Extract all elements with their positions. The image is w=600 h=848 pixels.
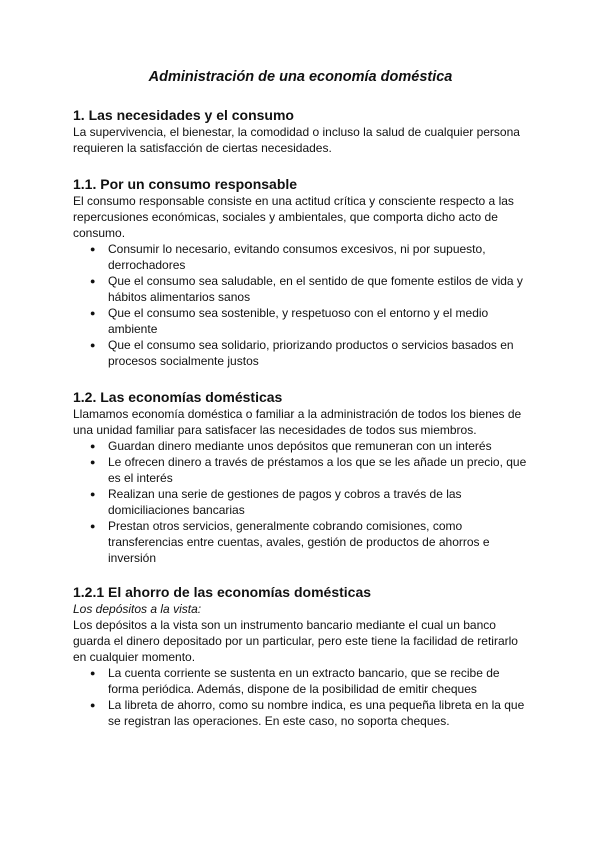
section-paragraph-1: La supervivencia, el bienestar, la comodidad o incluso la salud de cualquier persona requieren la satisfacción de ciertas necesidades. xyxy=(73,125,520,155)
section-heading-1-2: 1.2. Las economías domésticas xyxy=(73,389,283,405)
bullet-icon: ● xyxy=(90,441,96,451)
list-item xyxy=(90,518,528,566)
list-item-text: La libreta de ahorro, como su nombre indica, es una pequeña libreta en la que se registran las operaciones. En este caso, no soporta cheques. xyxy=(108,698,525,728)
list-item-text: Que el consumo sea solidario, priorizando productos o servicios basados en procesos socialmente justos xyxy=(108,338,514,368)
bullet-icon: ● xyxy=(90,244,96,254)
list-item xyxy=(90,665,528,697)
bullet-icon: ● xyxy=(90,700,96,710)
list-item-text: La cuenta corriente se sustenta en un extracto bancario, que se recibe de forma periódica. Además, dispone de la posibilidad de emitir cheques xyxy=(108,666,500,696)
list-item-text: Que el consumo sea saludable, en el sentido de que fomente estilos de vida y hábitos alimentarios sanos xyxy=(108,274,523,304)
list-item-text: Realizan una serie de gestiones de pagos y cobros a través de las domiciliaciones bancarias xyxy=(108,487,462,517)
list-item xyxy=(90,697,528,729)
section-paragraph-1-1: El consumo responsable consiste en una actitud crítica y consciente respecto a las repercusiones económicas, sociales y ambientales, que comporta dicho acto de consumo. xyxy=(73,194,514,240)
list-item xyxy=(90,337,528,369)
section-paragraph-1-2: Llamamos economía doméstica o familiar a la administración de todos los bienes de una unidad familiar para satisfacer las necesidades de todos sus miembros. xyxy=(73,407,522,437)
list-item xyxy=(90,486,528,518)
bullet-icon: ● xyxy=(90,276,96,286)
list-item xyxy=(90,305,528,337)
bullet-list-1-2 xyxy=(73,438,528,566)
section-heading-1-1: 1.1. Por un consumo responsable xyxy=(73,176,298,192)
list-item-text: Le ofrecen dinero a través de préstamos a los que se les añade un precio, que es el interés xyxy=(108,455,527,485)
list-item xyxy=(90,454,528,486)
bullet-icon: ● xyxy=(90,340,96,350)
bullet-icon: ● xyxy=(90,668,96,678)
list-item xyxy=(90,273,528,305)
list-item-text: Consumir lo necesario, evitando consumos excesivos, ni por supuesto, derrochadores xyxy=(108,242,486,272)
bullet-list-1-2-1 xyxy=(73,665,528,729)
bullet-icon: ● xyxy=(90,489,96,499)
list-item xyxy=(90,438,528,454)
section-heading-1-2-1: 1.2.1 El ahorro de las economías domésticas xyxy=(73,584,372,600)
list-item-text: Prestan otros servicios, generalmente cobrando comisiones, como transferencias entre cuentas, avales, gestión de productos de ahorros e inversión xyxy=(108,519,490,565)
list-item-text: Guardan dinero mediante unos depósitos que remuneran con un interés xyxy=(108,439,492,453)
section-subheading-1-2-1: Los depósitos a la vista: xyxy=(73,602,202,616)
document-title: Administración de una economía doméstica xyxy=(148,69,453,85)
section-paragraph-1-2-1: Los depósitos a la vista son un instrumento bancario mediante el cual un banco guarda el dinero depositado por un particular, pero este tiene la facilidad de retirarlo en cualquier momento. xyxy=(73,618,518,664)
section-heading-1: 1. Las necesidades y el consumo xyxy=(73,107,294,123)
list-item-text: Que el consumo sea sostenible, y respetuoso con el entorno y el medio ambiente xyxy=(108,306,489,336)
bullet-icon: ● xyxy=(90,308,96,318)
list-item xyxy=(90,241,528,273)
bullet-list-1-1 xyxy=(73,241,528,369)
bullet-icon: ● xyxy=(90,521,96,531)
bullet-icon: ● xyxy=(90,457,96,467)
